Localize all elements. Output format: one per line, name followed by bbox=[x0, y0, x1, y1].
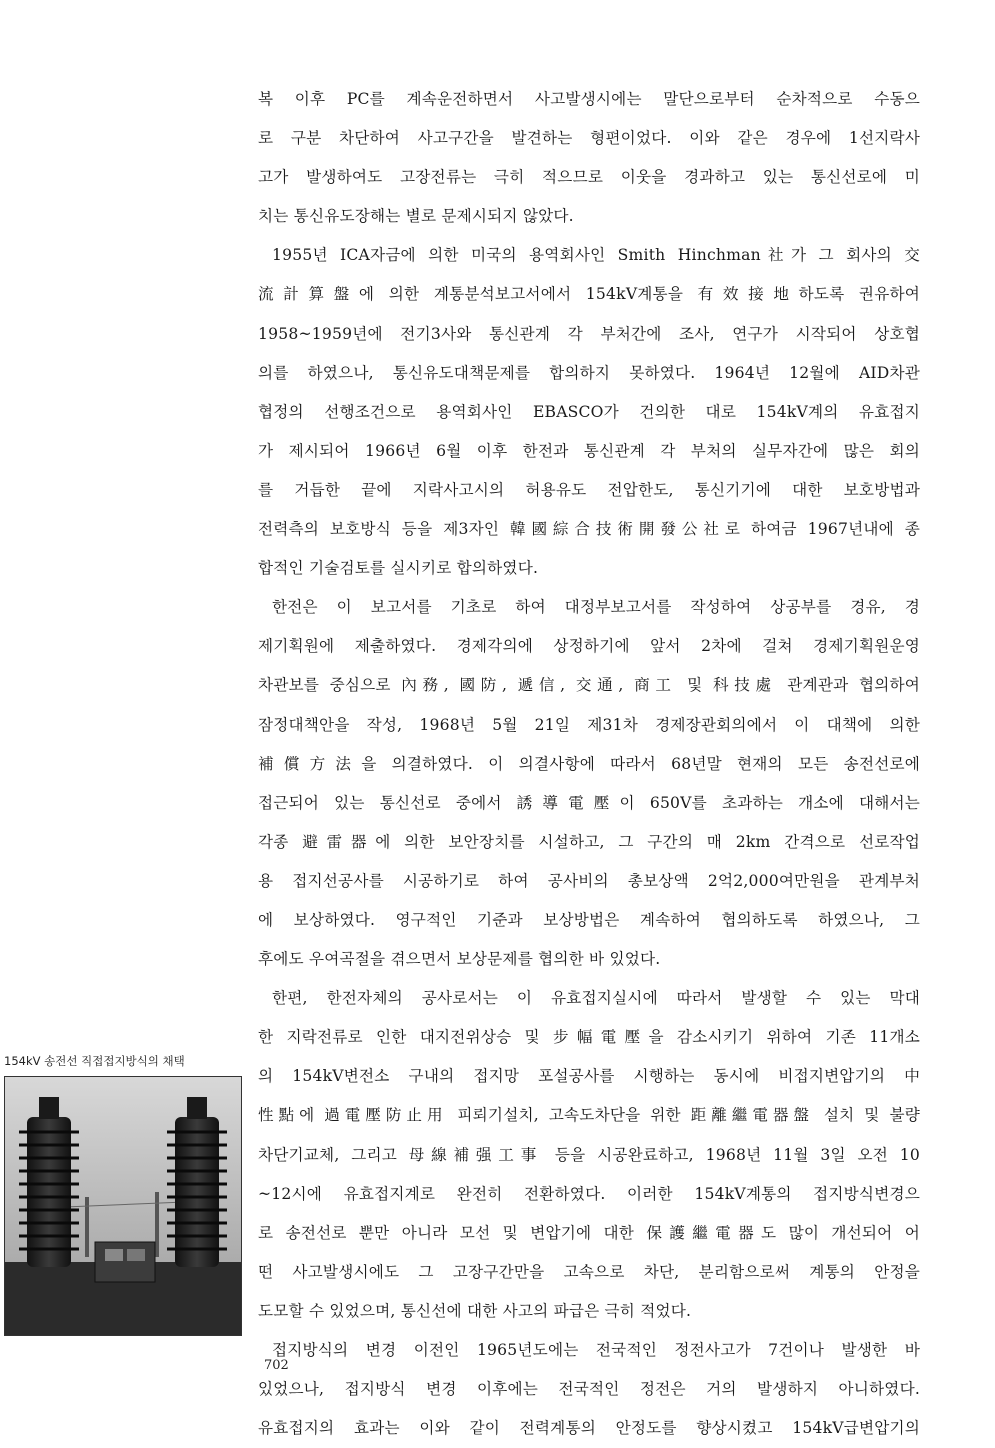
text-line: ~12시에 유효접지계로 완전히 전환하였다. 이러한 154kV계통의 접지방식변경으 bbox=[258, 1184, 920, 1203]
text-line: 잠정대책안을 작성, 1968년 5월 21일 제31차 경제장관회의에서 이 대책에 의한 bbox=[258, 715, 920, 734]
text-line: 접근되어 있는 통신선로 중에서 誘導電壓이 650V를 초과하는 개소에 대해서는 bbox=[258, 793, 920, 812]
text-line: 각종 避雷器에 의한 보안장치를 시설하고, 그 구간의 매 2km 간격으로 선로작업 bbox=[258, 832, 920, 851]
body-text bbox=[258, 80, 920, 1448]
text-line: 로 송전선로 뿐만 아니라 모선 및 변압기에 대한 保護繼電器도 많이 개선되어 어 bbox=[258, 1223, 920, 1242]
text-line: 로 구분 차단하여 사고구간을 발견하는 형편이었다. 이와 같은 경우에 1선지락사 bbox=[258, 129, 920, 148]
figure-sidebar bbox=[4, 1052, 242, 1336]
text-line: 제기획원에 제출하였다. 경제각의에 상정하기에 앞서 2차에 걸쳐 경제기획원운영 bbox=[258, 637, 920, 656]
text-line: 의를 하였으나, 통신유도대책문제를 합의하지 못하였다. 1964년 12월에 AID차관 bbox=[258, 363, 920, 382]
text-line: 의 154kV변전소 구내의 접지망 포설공사를 시행하는 동시에 비접지변압기의 中 bbox=[258, 1067, 920, 1086]
text-line: 1955년 ICA자금에 의한 미국의 용역회사인 Smith Hinchman社가 그 회사의 交 bbox=[272, 246, 920, 265]
text-line: 한편, 한전자체의 공사로서는 이 유효접지실시에 따라서 발생할 수 있는 막대 bbox=[272, 989, 920, 1008]
transformer-bushings-photo bbox=[4, 1076, 242, 1336]
text-line: 유효접지의 효과는 이와 같이 전력계통의 안정도를 향상시켰고 154kV급변압기의 bbox=[258, 1419, 920, 1438]
text-line: 차관보를 중심으로 內務, 國防, 遞信, 交通, 商工 및 科技處 관계관과 협의하여 bbox=[258, 676, 920, 695]
text-line: 가 제시되어 1966년 6월 이후 한전과 통신관계 각 부처의 실무자간에 많은 회의 bbox=[258, 441, 920, 460]
text-line: 전력측의 보호방식 등을 제3자인 韓國綜合技術開發公社로 하여금 1967년내에 종 bbox=[258, 520, 920, 539]
text-line: 치는 통신유도장해는 별로 문제시되지 않았다. bbox=[258, 207, 574, 226]
text-line: 한 지락전류로 인한 대지전위상승 및 步幅電壓을 감소시키기 위하여 기존 11개소 bbox=[258, 1028, 920, 1047]
text-line: 떤 사고발생시에도 그 고장구간만을 고속으로 차단, 분리함으로써 계통의 안정을 bbox=[258, 1262, 920, 1281]
text-line: 있었으나, 접지방식 변경 이후에는 전국적인 정전은 거의 발생하지 아니하였다. bbox=[258, 1380, 920, 1399]
text-line: 복 이후 PC를 계속운전하면서 사고발생시에는 말단으로부터 순차적으로 수동으 bbox=[258, 90, 920, 108]
text-line: 性點에 過電壓防止用 피뢰기설치, 고속도차단을 위한 距離繼電器盤 설치 및 불량 bbox=[258, 1106, 920, 1125]
text-line: 차단기교체, 그리고 母線補强工事 등을 시공완료하고, 1968년 11월 3일 오전 10 bbox=[258, 1145, 920, 1164]
text-line: 한전은 이 보고서를 기초로 하여 대정부보고서를 작성하여 상공부를 경유, 경 bbox=[272, 598, 920, 617]
text-line: 도모할 수 있었으며, 통신선에 대한 사고의 파급은 극히 적었다. bbox=[258, 1301, 692, 1320]
text-line: 접지방식의 변경 이전인 1965년도에는 전국적인 정전사고가 7건이나 발생한 바 bbox=[272, 1341, 920, 1359]
text-line: 補償方法을 의결하였다. 이 의결사항에 따라서 68년말 현재의 모든 송전선로에 bbox=[258, 754, 920, 773]
page-number: 702 bbox=[264, 1358, 289, 1373]
text-line: 에 보상하였다. 영구적인 기준과 보상방법은 계속하여 협의하도록 하였으나, 그 bbox=[258, 910, 920, 929]
text-line: 流計算盤에 의한 계통분석보고서에서 154kV계통을 有效接地하도록 권유하여 bbox=[258, 285, 920, 304]
text-line: 후에도 우여곡절을 겪으면서 보상문제를 협의한 바 있었다. bbox=[258, 950, 661, 969]
text-line: 협정의 선행조건으로 용역회사인 EBASCO가 건의한 대로 154kV계의 유효접지 bbox=[258, 402, 920, 421]
figure-caption: 154kV 송전선 직접접지방식의 채택 bbox=[4, 1054, 185, 1068]
photo-illustration bbox=[5, 1077, 241, 1335]
text-line: 1958~1959년에 전기3사와 통신관계 각 부처간에 조사, 연구가 시작되어 상호협 bbox=[258, 324, 920, 343]
text-line: 고가 발생하여도 고장전류는 극히 적으므로 이웃을 경과하고 있는 통신선로에 미 bbox=[258, 168, 920, 187]
text-line: 를 거듭한 끝에 지락사고시의 허용유도 전압한도, 통신기기에 대한 보호방법과 bbox=[258, 480, 920, 499]
text-line: 합적인 기술검토를 실시키로 합의하였다. bbox=[258, 559, 539, 578]
text-line: 용 접지선공사를 시공하기로 하여 공사비의 총보상액 2억2,000여만원을 관계부처 bbox=[258, 871, 920, 890]
